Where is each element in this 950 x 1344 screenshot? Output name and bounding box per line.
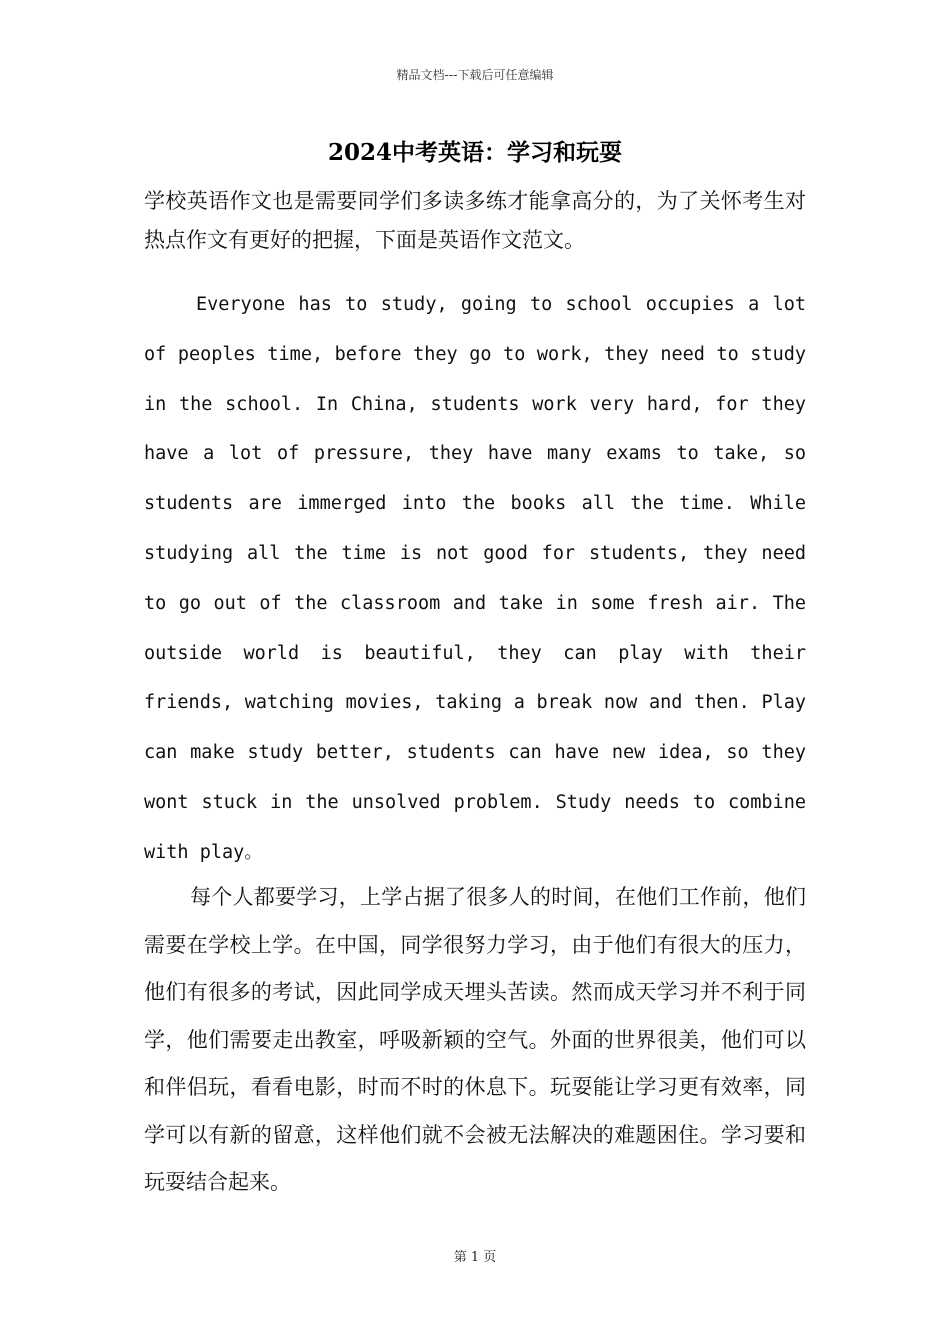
english-essay-paragraph: Everyone has to study, going to school occupies a lot of peoples time, before they go to work, they need to study in the school. In China, students work very hard, for they have a lot of pressure, they have many exams to take, so students are immerged into the books all the time. While studying all the time is not good for students, they need to go out of the classroom and take in some fresh air. The outside world is beautiful, they can play with their friends, watching movies, taking a break now and then. Play can make study better, students can have new idea, so they wont stuck in the unsolved problem. Study needs to combine with play。: [144, 294, 806, 863]
header-note: 精品文档---下载后可任意编辑: [396, 68, 554, 82]
page-number: 第 1 页: [453, 1250, 497, 1265]
intro-paragraph: 学校英语作文也是需要同学们多读多练才能拿高分的，为了关怀考生对热点作文有更好的把握，下面是英语作文范文。: [144, 189, 806, 252]
document-title: 2024中考英语：学习和玩耍: [327, 139, 622, 166]
chinese-translation-paragraph: 每个人都要学习，上学占据了很多人的时间，在他们工作前，他们需要在学校上学。在中国，同学很努力学习，由于他们有很大的压力，他们有很多的考试，因此同学成天埋头苦读。然而成天学习并不利于同学，他们需要走出教室，呼吸新颖的空气。外面的世界很美，他们可以和伴侣玩，看看电影，时而不时的休息下。玩耍能让学习更有效率，同学可以有新的留意，这样他们就不会被无法解决的难题困住。学习要和玩耍结合起来。: [144, 885, 806, 1194]
